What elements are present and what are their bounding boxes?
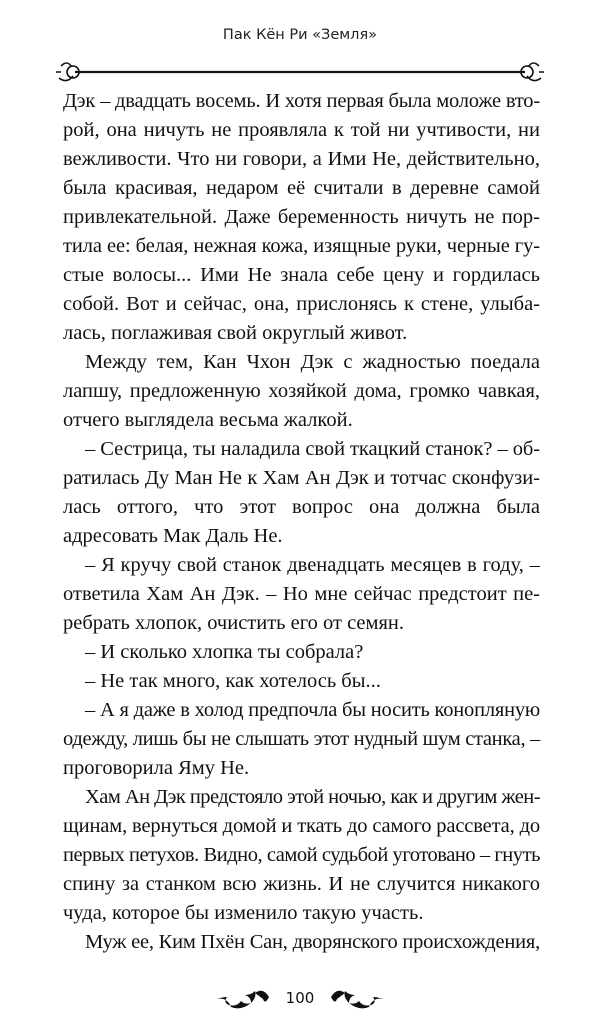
text-line: спину за станком всю жизнь. И не случится никакого [63, 873, 540, 895]
text-line: – Я кручу свой станок двенадцать месяцев в году, – [85, 554, 540, 576]
text-line: была красивая, недаром её считали в деревне самой [63, 177, 540, 199]
text-line: ратилась Ду Ман Не к Хам Ан Дэк и тотчас сконфузи- [63, 467, 540, 489]
text-line: Между тем, Кан Чхон Дэк с жадностью поедала [85, 351, 540, 373]
text-line: первых петухов. Видно, самой судьбой уготовано – гнуть [63, 844, 540, 866]
text-line: ответила Хам Ан Дэк. – Но мне сейчас предстоит пе- [63, 583, 540, 605]
text-line: – И сколько хлопка ты собрала? [85, 641, 364, 663]
text-line: щинам, вернуться домой и ткать до самого рассвета, до [63, 815, 540, 837]
text-line: лапшу, предложенную хозяйкой дома, громко чавкая, [63, 380, 540, 402]
text-line: собой. Вот и сейчас, она, прислонясь к стене, улыба- [63, 293, 540, 315]
text-line: Муж ее, Ким Пхён Сан, дворянского происхождения, [85, 931, 540, 953]
right-floral-ornament-icon [329, 985, 385, 1011]
text-line: Хам Ан Дэк предстояло этой ночью, как и другим жен- [85, 786, 540, 808]
text-line: одежду, лишь бы не слышать этот нудный шум станка, – [63, 728, 540, 750]
page-footer [0, 985, 600, 1011]
text-line: тила ее: белая, нежная кожа, изящные руки, черные гу- [63, 235, 540, 257]
text-line: рой, она ничуть не проявляла к той ни учтивости, ни [63, 119, 540, 141]
text-line: ребрать хлопок, очистить его от семян. [63, 612, 405, 634]
text-line: – Сестрица, ты наладила свой ткацкий станок? – об- [85, 438, 540, 460]
text-line: вежливости. Что ни говори, а Ими Не, действительно, [63, 148, 540, 170]
text-line: – А я даже в холод предпочла бы носить конопляную [85, 699, 540, 721]
text-line: проговорила Яму Не. [63, 757, 250, 779]
header-ornament-rule [55, 60, 545, 84]
text-line: чуда, которое бы изменило такую участь. [63, 902, 424, 924]
text-line: – Не так много, как хотелось бы... [85, 670, 381, 692]
text-line: отчего выглядела весьма жалкой. [63, 409, 353, 431]
left-floral-ornament-icon [215, 985, 271, 1011]
text-line: привлекательной. Даже беременность ничуть не пор- [63, 206, 540, 228]
page-body-text [63, 87, 540, 957]
running-header: Пак Кён Ри «Земля» [222, 27, 378, 43]
text-line: лась, поглаживая свой округлый живот. [63, 322, 408, 344]
text-line: адресовать Мак Даль Не. [63, 525, 283, 547]
text-line: стые волосы... Ими Не знала себе цену и гордилась [63, 264, 540, 286]
page-number: 100 [285, 988, 315, 1007]
text-line: Дэк – двадцать восемь. И хотя первая была моложе вто- [63, 90, 540, 112]
text-line: лась оттого, что этот вопрос она должна была [63, 496, 540, 518]
